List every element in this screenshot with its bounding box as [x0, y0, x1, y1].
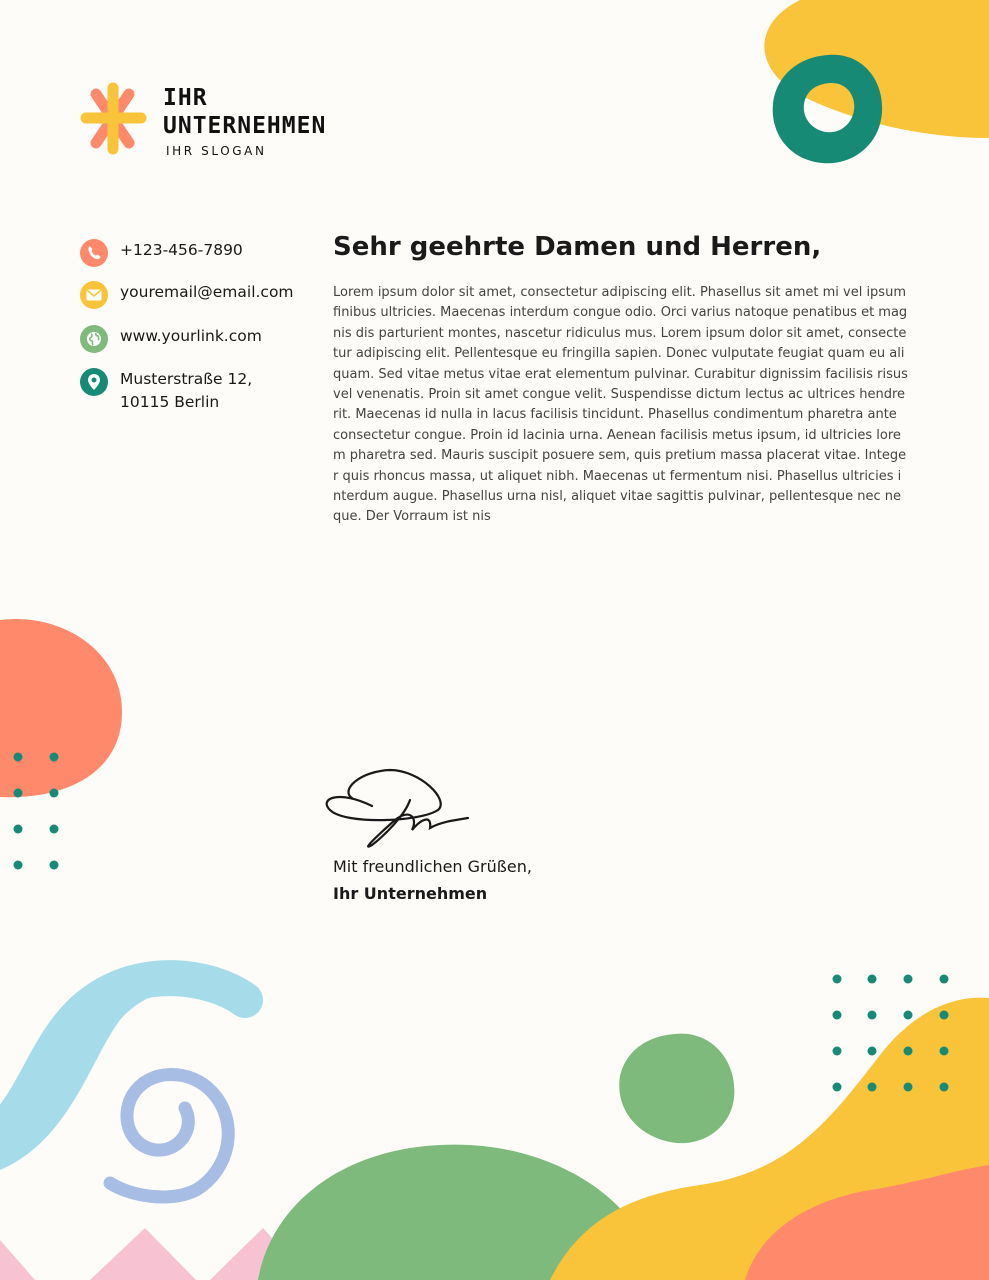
logo-asterisk-icon: [86, 88, 141, 149]
blue-spiral: [110, 1074, 228, 1196]
address-line1: Musterstraße 12,: [120, 370, 253, 388]
company-logo: [163, 84, 326, 158]
contact-address: [80, 368, 252, 414]
location-pin-icon: [80, 368, 108, 396]
company-name-line2: UNTERNEHMEN: [163, 113, 327, 139]
email-icon: [80, 281, 108, 309]
contact-website: [80, 325, 262, 353]
letter-body: Lorem ipsum dolor sit amet, consectetur adipiscing elit. Phasellus sit amet mi vel ipsum finibus ultricies. Maecenas interdum congue odio. Orci varius natoque penatibus et magnis dis parturient montes, nascetur ridiculus mus. Lorem ipsum dolor sit amet, consectetur adipiscing elit. Pellentesque eu fringilla sapien. Donec vulputate feugiat quam eu aliquam. Sed vitae metus vitae erat elementum pulvinar. Curabitur dignissim facilisis risus vel venenatis. Proin sit amet congue velit. Suspendisse dictum lectus ac ultrices hendrerit. Maecenas id nulla in lacus facilisis tincidunt. Phasellus condimentum pharetra ante consectetur congue. Proin id lacinia urna. Aenean facilisis metus ipsum, id ultricies lorem pharetra sed. Mauris suscipit posuere sem, quis pretium massa placerat vitae. Integer quis rhoncus massa, ut aliquet nibh. Maecenas ut fermentum nisi. Phasellus ultricies interdum augue. Phasellus urna nisl, aliquet vitae sagittis pulvinar, pellentesque nec neque. Der Vorraum ist nis: [333, 285, 908, 525]
contact-address-text: [120, 368, 252, 414]
contact-phone: [80, 239, 243, 267]
pink-triangle-left: [0, 1240, 35, 1280]
coral-blob-left: [0, 619, 122, 797]
teal-ring: [773, 55, 882, 164]
globe-icon: [80, 325, 108, 353]
company-name-line1: IHR: [163, 85, 208, 111]
signature: [327, 770, 468, 847]
letter-closing: Mit freundlichen Grüßen,: [333, 857, 532, 876]
phone-icon: [80, 239, 108, 267]
contact-email-link[interactable]: youremail@email.com: [120, 283, 294, 301]
letter-salutation: Sehr geehrte Damen und Herren,: [333, 232, 822, 262]
contact-phone-text: +123-456-7890: [120, 241, 243, 259]
contact-email: [80, 281, 294, 309]
contact-website-link[interactable]: www.yourlink.com: [120, 327, 262, 345]
company-slogan: IHR SLOGAN: [166, 144, 267, 158]
address-line2: 10115 Berlin: [120, 393, 220, 411]
green-oval: [619, 1034, 734, 1143]
letter-sender: Ihr Unternehmen: [333, 884, 488, 903]
pink-triangle-mid: [90, 1228, 196, 1280]
